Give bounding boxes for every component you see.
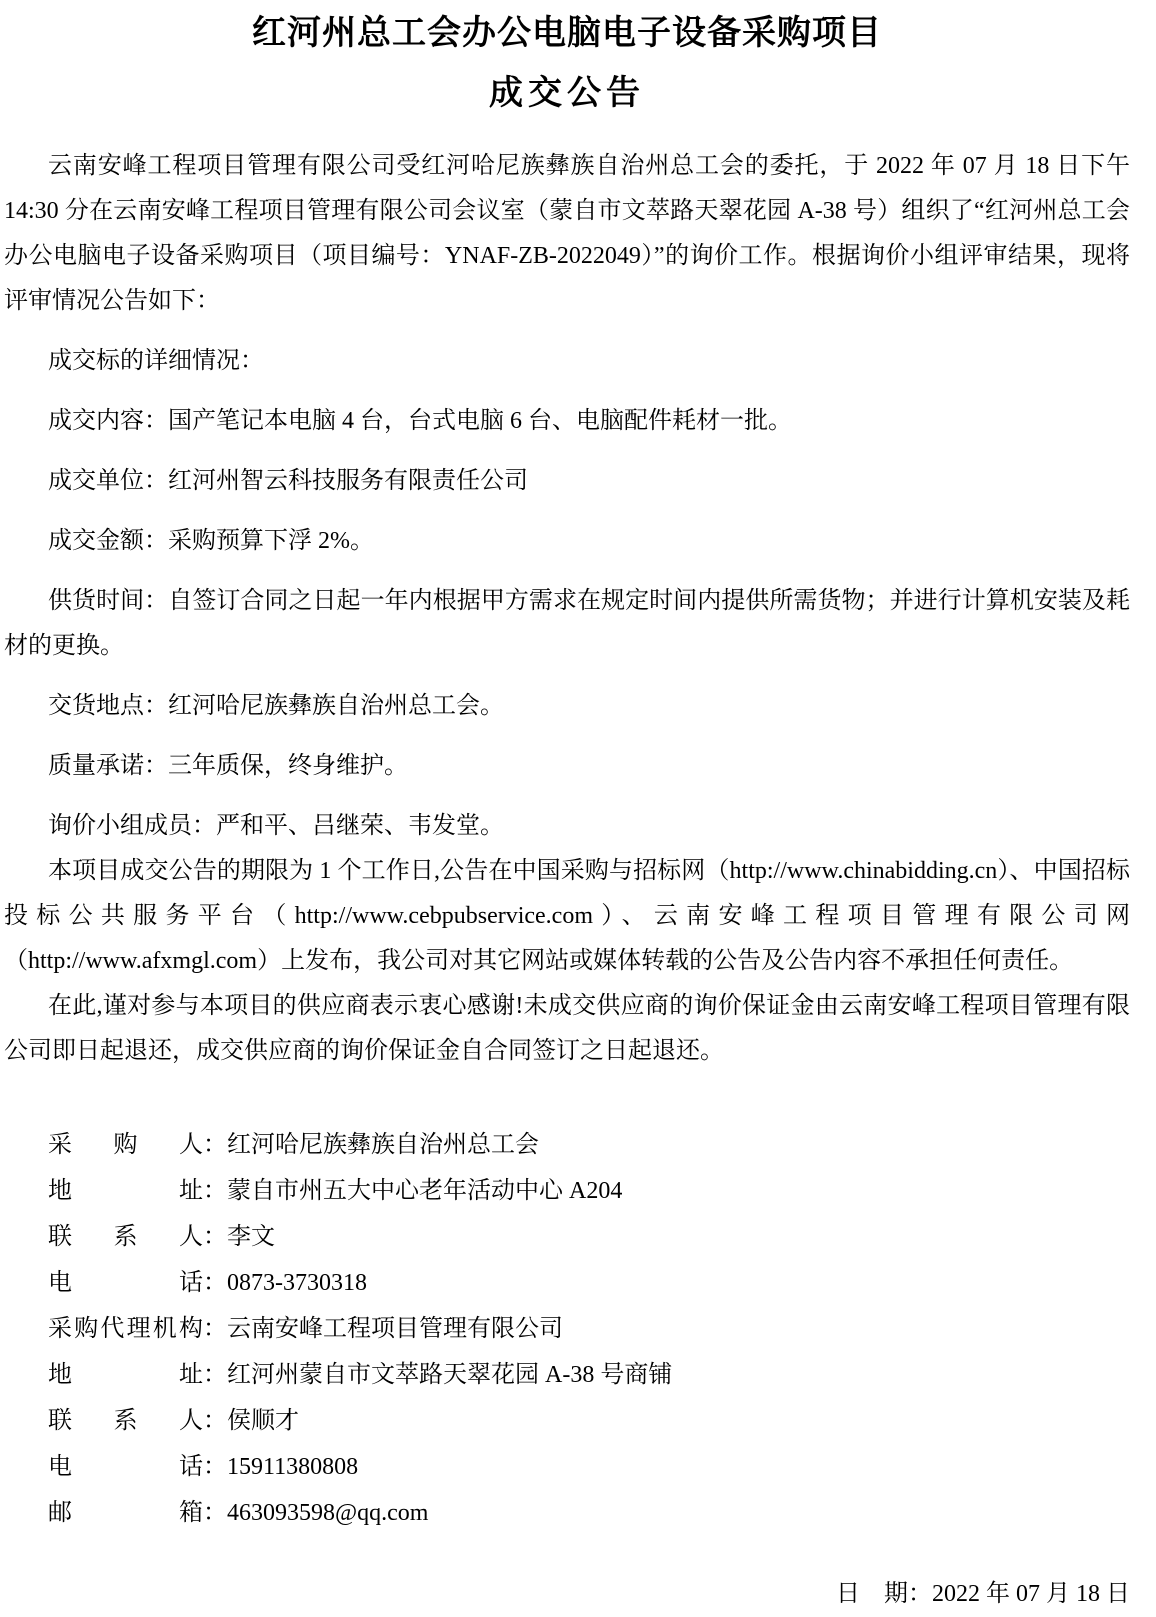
contact-row — [48, 1260, 1130, 1306]
contact-block — [48, 1122, 1130, 1536]
contact-value: 0873-3730318 — [227, 1270, 367, 1296]
contact-value: 云南安峰工程项目管理有限公司 — [227, 1316, 563, 1342]
contact-label: 邮箱 — [48, 1500, 203, 1526]
contact-row — [48, 1306, 1130, 1352]
detail-heading: 成交标的详细情况： — [48, 348, 264, 374]
document-title: 红河州总工会办公电脑电子设备采购项目 — [252, 14, 882, 52]
award-detail-text: 成交内容：国产笔记本电脑 4 台，台式电脑 6 台、电脑配件耗材一批。 — [48, 408, 792, 434]
contact-colon: ： — [203, 1132, 227, 1158]
award-detail-item — [4, 519, 1130, 564]
thanks-paragraph: 在此,谨对参与本项目的供应商表示衷心感谢!未成交供应商的询价保证金由云南安峰工程项目管理有限公司即日起退还，成交供应商的询价保证金自合同签订之日起退还。 — [4, 993, 1130, 1064]
date-label: 日 期 — [836, 1581, 908, 1607]
award-detail-item — [4, 684, 1130, 729]
date-line — [4, 1572, 1130, 1617]
award-detail-item — [4, 579, 1130, 669]
contact-label: 地址 — [48, 1362, 203, 1388]
award-detail-text: 交货地点：红河哈尼族彝族自治州总工会。 — [48, 693, 504, 719]
contact-row — [48, 1122, 1130, 1168]
document-subtitle: 成交公告 — [489, 74, 645, 112]
contact-colon: ： — [203, 1362, 227, 1388]
award-detail-text: 质量承诺：三年质保，终身维护。 — [48, 753, 408, 779]
award-detail-text: 成交金额：采购预算下浮 2%。 — [48, 528, 374, 554]
contact-value: 李文 — [227, 1224, 275, 1250]
contact-value: 侯顺才 — [227, 1408, 299, 1434]
contact-label: 联系人 — [48, 1408, 203, 1434]
contact-row — [48, 1444, 1130, 1490]
contact-colon: ： — [203, 1408, 227, 1434]
award-detail-item — [4, 399, 1130, 444]
award-detail-item — [4, 804, 1130, 849]
intro-paragraph: 云南安峰工程项目管理有限公司受红河哈尼族彝族自治州总工会的委托，于 2022 年 07 月 18 日下午 14:30 分在云南安峰工程项目管理有限公司会议室（蒙自市文萃路天翠花园 A-38 号）组织了“红河州总工会办公电脑电子设备采购项目（项目编号：YNAF-ZB-2022049）”的询价工作。根据询价小组评审结果，现将评审情况公告如下： — [4, 153, 1130, 314]
contact-value: 蒙自市州五大中心老年活动中心 A204 — [227, 1178, 623, 1204]
contact-value: 红河州蒙自市文萃路天翠花园 A-38 号商铺 — [227, 1362, 673, 1388]
contact-label: 电话 — [48, 1270, 203, 1296]
award-detail-item — [4, 744, 1130, 789]
contact-colon: ： — [203, 1270, 227, 1296]
contact-row — [48, 1168, 1130, 1214]
contact-value: 红河哈尼族彝族自治州总工会 — [227, 1132, 539, 1158]
contact-label: 联系人 — [48, 1224, 203, 1250]
contact-colon: ： — [203, 1178, 227, 1204]
award-detail-list — [4, 399, 1130, 849]
contact-colon: ： — [203, 1500, 227, 1526]
contact-row — [48, 1490, 1130, 1536]
contact-value: 463093598@qq.com — [227, 1500, 429, 1526]
contact-value: 15911380808 — [227, 1454, 359, 1480]
contact-row — [48, 1352, 1130, 1398]
contact-colon: ： — [203, 1224, 227, 1250]
contact-label: 地址 — [48, 1178, 203, 1204]
contact-label: 采购代理机构 — [48, 1316, 203, 1342]
award-detail-text: 成交单位：红河州智云科技服务有限责任公司 — [48, 468, 528, 494]
award-detail-item — [4, 459, 1130, 504]
award-detail-text: 询价小组成员：严和平、吕继荣、韦发堂。 — [48, 813, 504, 839]
contact-label: 采购人 — [48, 1132, 203, 1158]
date-colon: ： — [908, 1581, 932, 1607]
contact-colon: ： — [203, 1316, 227, 1342]
contact-label: 电话 — [48, 1454, 203, 1480]
award-detail-text: 供货时间：自签订合同之日起一年内根据甲方需求在规定时间内提供所需货物；并进行计算机安装及耗材的更换。 — [4, 588, 1130, 659]
contact-colon: ： — [203, 1454, 227, 1480]
notice-paragraph: 本项目成交公告的期限为 1 个工作日,公告在中国采购与招标网（http://www.chinabidding.cn）、中国招标投标公共服务平台（http://www.cebpubservice.com）、云南安峰工程项目管理有限公司网（http://www.afxmgl.com）上发布，我公司对其它网站或媒体转载的公告及公告内容不承担任何责任。 — [4, 858, 1130, 974]
contact-row — [48, 1214, 1130, 1260]
contact-row — [48, 1398, 1130, 1444]
date-value: 2022 年 07 月 18 日 — [932, 1581, 1130, 1607]
